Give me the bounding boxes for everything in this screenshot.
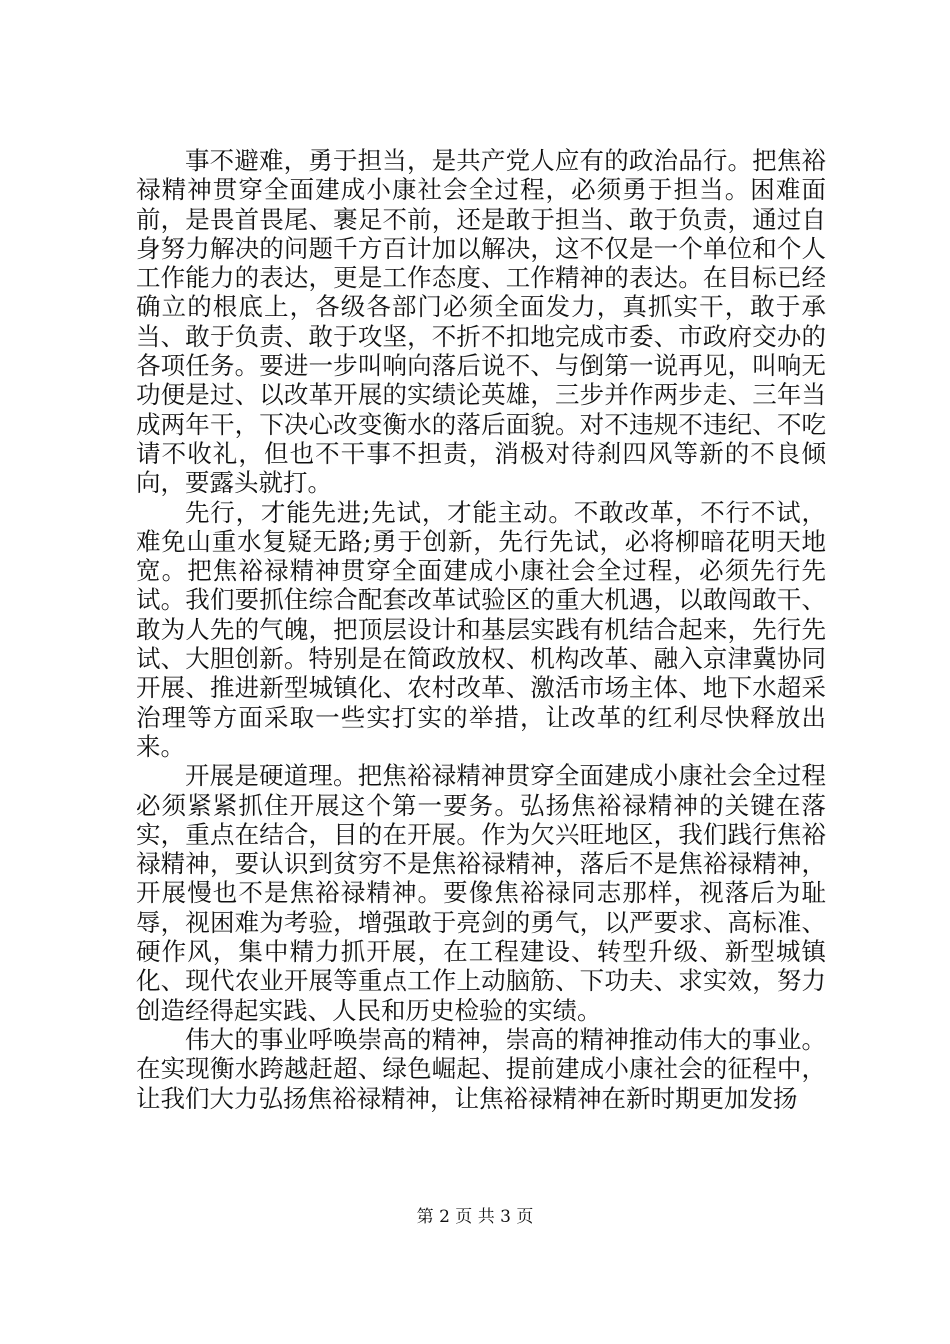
paragraph-4: 伟大的事业呼唤崇高的精神，崇高的精神推动伟大的事业。在实现衡水跨越赶超、绿色崛起、提前建成小康社会的征程中，让我们大力弘扬焦裕禄精神，让焦裕禄精神在新时期更加发扬 <box>136 1024 826 1113</box>
paragraph-3: 开展是硬道理。把焦裕禄精神贯穿全面建成小康社会全过程必须紧紧抓住开展这个第一要务。弘扬焦裕禄精神的关键在落实，重点在结合，目的在开展。作为欠兴旺地区，我们践行焦裕禄精神，要认识到贫穷不是焦裕禄精神，落后不是焦裕禄精神，开展慢也不是焦裕禄精神。要像焦裕禄同志那样，视落后为耻辱，视困难为考验，增强敢于亮剑的勇气，以严要求、高标准、硬作风，集中精力抓开展，在工程建设、转型升级、新型城镇化、现代农业开展等重点工作上动脑筋、下功夫、求实效，努力创造经得起实践、人民和历史检验的实绩。 <box>136 761 826 1025</box>
paragraph-1: 事不避难，勇于担当，是共产党人应有的政治品行。把焦裕禄精神贯穿全面建成小康社会全过程，必须勇于担当。困难面前，是畏首畏尾、裹足不前，还是敢于担当、敢于负责，通过自身努力解决的问题千方百计加以解决，这不仅是一个单位和个人工作能力的表达，更是工作态度、工作精神的表达。在目标已经确立的根底上，各级各部门必须全面发力，真抓实干，敢于承当、敢于负责、敢于攻坚，不折不扣地完成市委、市政府交办的各项任务。要进一步叫响向落后说不、与倒第一说再见，叫响无功便是过、以改革开展的实绩论英雄，三步并作两步走、三年当成两年干，下决心改变衡水的落后面貌。对不违规不违纪、不吃请不收礼，但也不干事不担责，消极对待刹四风等新的不良倾向，要露头就打。 <box>136 146 826 498</box>
page-number-footer: 第 2 页 共 3 页 <box>416 1207 534 1227</box>
document-body <box>136 146 826 1113</box>
paragraph-2: 先行，才能先进;先试，才能主动。不敢改革，不行不试，难免山重水复疑无路;勇于创新，先行先试，必将柳暗花明天地宽。把焦裕禄精神贯穿全面建成小康社会全过程，必须先行先试。我们要抓住综合配套改革试验区的重大机遇，以敢闯敢干、敢为人先的气魄，把顶层设计和基层实践有机结合起来，先行先试、大胆创新。特别是在简政放权、机构改革、融入京津冀协同开展、推进新型城镇化、农村改革、激活市场主体、地下水超采治理等方面采取一些实打实的举措，让改革的红利尽快释放出来。 <box>136 497 826 761</box>
